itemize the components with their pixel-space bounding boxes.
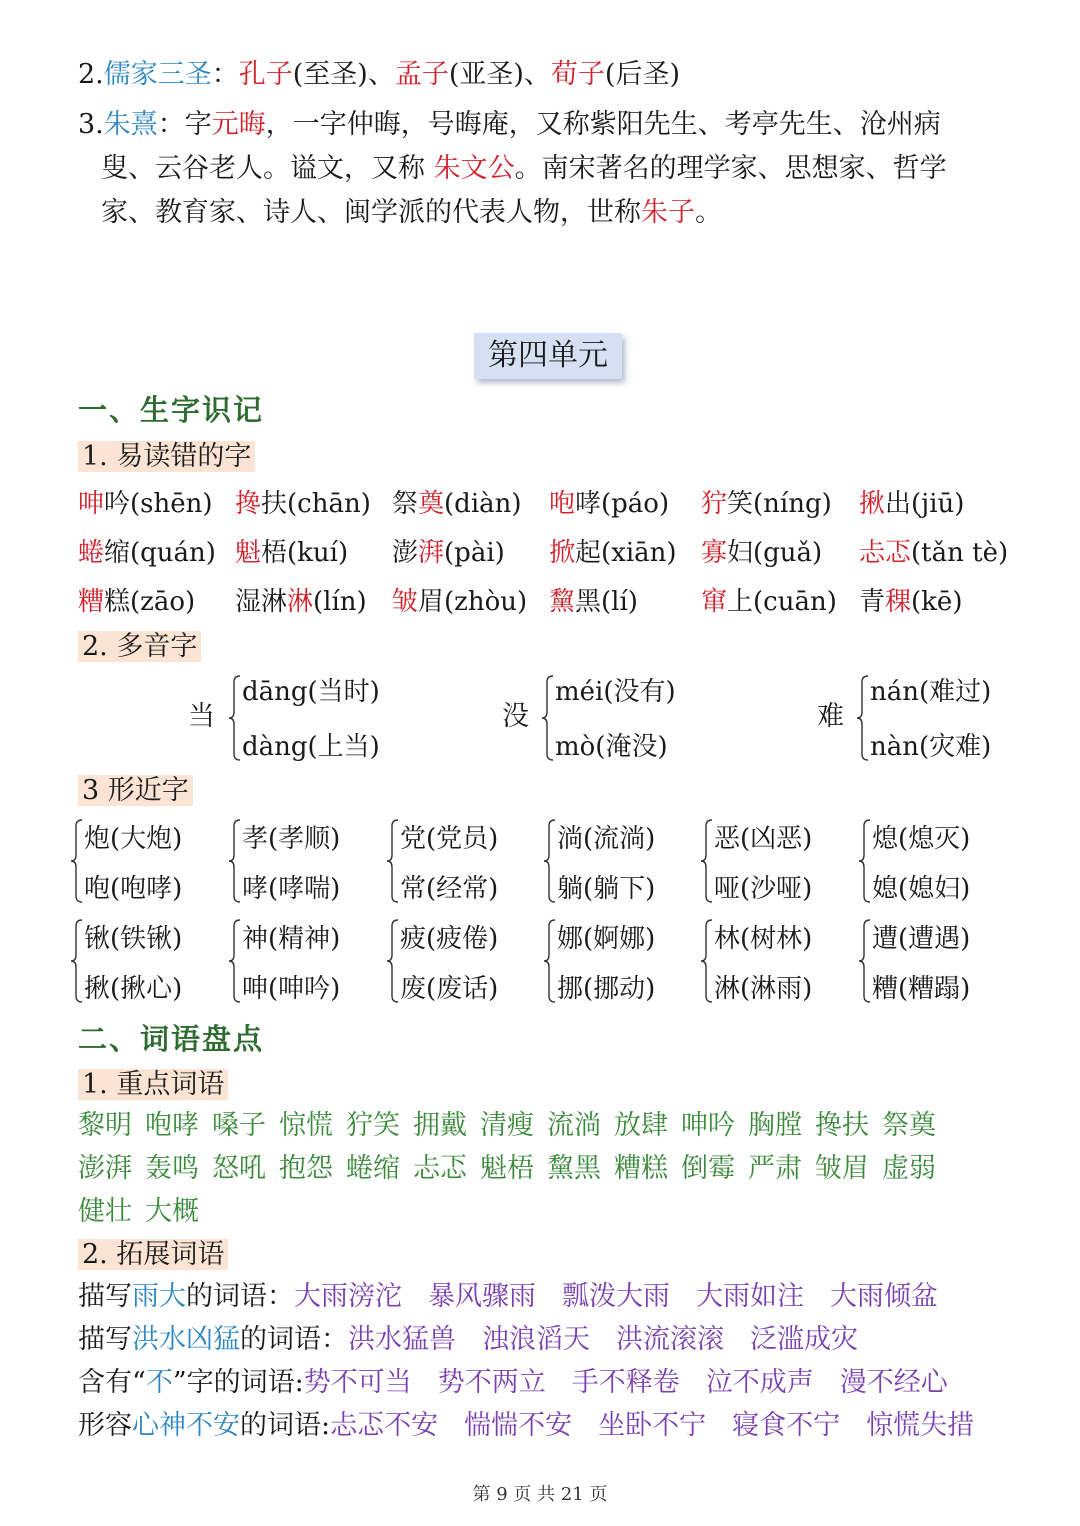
char-pinyin: 出(jiū) (885, 489, 965, 519)
misread-char-item (78, 578, 235, 627)
polyphonic-group (541, 674, 711, 766)
row-label: 描写 (78, 1324, 132, 1355)
similar-char: 遭(遭遇) (872, 924, 971, 954)
misread-char: 呻 (78, 489, 105, 519)
similar-char-group (700, 918, 850, 1010)
key-word: 嗓子 (212, 1110, 266, 1141)
row-label: 描写 (78, 1281, 132, 1312)
similar-char-group (700, 818, 850, 910)
text: 。南宋著名的理学家、思想家、哲学 (514, 153, 947, 184)
subsection-1-1 (78, 437, 255, 477)
item-3-line-3 (101, 191, 722, 235)
key-words (78, 1104, 949, 1233)
misread-char-item (549, 578, 701, 627)
char-pinyin: 妇(guǎ) (727, 538, 823, 568)
similar-char: 揪(揪心) (84, 974, 183, 1004)
char-pinyin: 起(xiān) (575, 538, 677, 568)
reading: méi(没有) (555, 677, 676, 707)
sage-title: (至圣)、 (292, 59, 395, 90)
similar-char: 林(树林) (714, 924, 813, 954)
similar-char: 神(精神) (242, 924, 341, 954)
subsection-1-2 (78, 627, 201, 667)
extended-word: 瓢泼大雨 (562, 1281, 670, 1312)
similar-char: 哮(哮喘) (242, 874, 341, 904)
similar-char-group (70, 818, 220, 910)
item-number: 2. (78, 59, 104, 90)
misread-char: 咆 (549, 489, 576, 519)
key-word: 流淌 (547, 1110, 601, 1141)
similar-char: 疲(疲倦) (400, 924, 499, 954)
misread-char-item (235, 578, 392, 627)
misread-char: 湃 (418, 538, 445, 568)
similar-char: 恶(凶恶) (714, 824, 813, 854)
item-title: 儒家三圣 (103, 59, 212, 90)
similar-char-group (386, 818, 536, 910)
item-title: 朱熹 (103, 109, 158, 140)
char-text: 湿淋 (235, 587, 288, 617)
similar-char: 咆(咆哮) (84, 874, 183, 904)
subsection-2-2 (78, 1235, 228, 1275)
key-word: 清瘦 (480, 1110, 534, 1141)
similar-char: 废(废话) (400, 974, 499, 1004)
brace-icon (228, 818, 242, 904)
misread-char: 魁 (235, 538, 262, 568)
key-word: 轰鸣 (145, 1153, 199, 1184)
key-word: 蜷缩 (346, 1153, 400, 1184)
similar-char: 呻(呻吟) (242, 974, 341, 1004)
misread-char: 黧 (549, 587, 576, 617)
char-pinyin: 缩(quán) (104, 538, 216, 568)
key-word: 胸膛 (748, 1110, 802, 1141)
similar-char: 孝(孝顺) (242, 824, 341, 854)
row-label: 的词语: (240, 1410, 331, 1441)
key-word: 抱怨 (279, 1153, 333, 1184)
row-label: 含有“ (78, 1367, 146, 1398)
extended-word-row (78, 1318, 1000, 1361)
key-word: 黎明 (78, 1110, 132, 1141)
word-row (78, 1190, 949, 1233)
misread-char-item (549, 480, 701, 529)
extended-word-row (78, 1275, 1000, 1318)
subsection-label: 1. 重点词语 (78, 1069, 228, 1100)
extended-word: 漫不经心 (839, 1367, 948, 1398)
reading: nán(难过) (870, 677, 992, 707)
misread-char-item (859, 529, 1019, 578)
row-label: ”字的词语: (172, 1367, 304, 1398)
misread-char: 蜷 (78, 538, 105, 568)
subsection-label: 2. 拓展词语 (78, 1239, 228, 1270)
misread-char: 搀 (235, 489, 262, 519)
extended-word: 洪水猛兽 (348, 1324, 456, 1355)
subsection-label: 3 形近字 (78, 775, 193, 806)
key-word: 拥戴 (413, 1110, 467, 1141)
misread-char-item (701, 480, 859, 529)
similar-char: 淋(淋雨) (714, 974, 813, 1004)
similar-char-group (543, 918, 693, 1010)
key-word: 澎湃 (78, 1153, 132, 1184)
extended-word: 忐忑不安 (330, 1410, 439, 1441)
unit-title: 第四单元 (474, 333, 622, 379)
misread-char-item (549, 529, 701, 578)
reading: dāng(当时) (242, 677, 380, 707)
colon: ： (211, 59, 239, 90)
misread-char: 狞 (701, 489, 728, 519)
char-pinyin: (kē) (911, 587, 963, 617)
char-pinyin: 梧(kuí) (261, 538, 349, 568)
misread-char: 淋 (287, 587, 314, 617)
key-word: 忐忑 (413, 1153, 467, 1184)
misread-char: 忐忑 (859, 538, 912, 568)
text: 家、教育家、诗人、闽学派的代表人物，世称 (101, 197, 641, 228)
char-pinyin: (pài) (444, 538, 505, 568)
extended-word: 大雨滂沱 (294, 1281, 402, 1312)
misread-char-item (859, 578, 1019, 627)
similar-char: 躺(躺下) (557, 874, 656, 904)
brace-icon (543, 818, 557, 904)
similar-char: 糟(糟蹋) (872, 974, 971, 1004)
section-title-2: 二、词语盘点 (78, 1022, 265, 1056)
extended-word: 大雨倾盆 (830, 1281, 938, 1312)
misread-char: 皱 (392, 587, 419, 617)
highlight-text: 朱子 (641, 197, 695, 228)
similar-char: 常(经常) (400, 874, 499, 904)
misread-char-item (78, 480, 235, 529)
misread-char: 奠 (418, 489, 445, 519)
misread-char: 窜 (701, 587, 728, 617)
polyphonic-chars (0, 668, 1080, 768)
similar-chars (0, 814, 1080, 1014)
misread-char-item (235, 480, 392, 529)
extended-word: 浊浪滔天 (482, 1324, 590, 1355)
key-word: 大概 (145, 1196, 199, 1227)
polyphonic-char: 难 (817, 701, 844, 732)
key-word: 呻吟 (681, 1110, 735, 1141)
misread-char-item (701, 529, 859, 578)
item-3-line-1 (78, 103, 941, 147)
polyphonic-char: 当 (188, 701, 215, 732)
similar-char-group (228, 918, 378, 1010)
misread-char-item (859, 480, 1019, 529)
key-word: 黧黑 (547, 1153, 601, 1184)
key-word: 祭奠 (882, 1110, 936, 1141)
misread-char-item (78, 529, 235, 578)
brace-icon (228, 918, 242, 1004)
similar-char: 哑(沙哑) (714, 874, 813, 904)
char-text: 澎 (392, 538, 419, 568)
key-word: 健壮 (78, 1196, 132, 1227)
similar-char-group (386, 918, 536, 1010)
misread-char: 糟 (78, 587, 105, 617)
reading: mò(淹没) (555, 732, 668, 762)
extended-word: 暴风骤雨 (428, 1281, 536, 1312)
sage-title: (后圣) (604, 59, 680, 90)
key-word: 糟糕 (614, 1153, 668, 1184)
word-row (78, 1147, 949, 1190)
misread-char-item (392, 578, 549, 627)
extended-word: 惴惴不安 (464, 1410, 573, 1441)
sage-name: 孔子 (238, 59, 293, 90)
row-label: 的词语： (186, 1281, 294, 1312)
brace-icon (70, 818, 84, 904)
subsection-label: 1. 易读错的字 (78, 441, 255, 472)
sage-name: 孟子 (394, 59, 449, 90)
key-word: 魁梧 (480, 1153, 534, 1184)
highlight-text: 元晦 (211, 109, 266, 140)
key-word: 咆哮 (145, 1110, 199, 1141)
char-pinyin: 吟(shēn) (104, 489, 213, 519)
extended-word: 泛滥成灾 (750, 1324, 858, 1355)
key-word: 怒吼 (212, 1153, 266, 1184)
brace-icon (386, 918, 400, 1004)
similar-char: 锹(铁锹) (84, 924, 183, 954)
extended-word: 洪流滚滚 (616, 1324, 724, 1355)
key-word: 皱眉 (815, 1153, 869, 1184)
similar-char: 炮(大炮) (84, 824, 183, 854)
extended-word: 势不两立 (437, 1367, 546, 1398)
key-word: 放肆 (614, 1110, 668, 1141)
polyphonic-group (228, 674, 398, 766)
sage-name: 荀子 (550, 59, 605, 90)
char-text: 祭 (392, 489, 419, 519)
misread-char: 揪 (859, 489, 886, 519)
extended-word: 寝食不宁 (732, 1410, 841, 1441)
similar-char-group (858, 818, 1008, 910)
row-keyword: 雨大 (132, 1281, 186, 1312)
section-title-1: 一、生字识记 (78, 393, 265, 427)
misread-char-item (235, 529, 392, 578)
key-word: 倒霉 (681, 1153, 735, 1184)
similar-char: 党(党员) (400, 824, 499, 854)
subsection-2-1 (78, 1065, 228, 1105)
similar-char: 娜(婀娜) (557, 924, 656, 954)
misread-char: 掀 (549, 538, 576, 568)
text: 。 (695, 197, 722, 228)
polyphonic-char: 没 (502, 701, 529, 732)
similar-char-group (70, 918, 220, 1010)
extended-word-row (78, 1404, 1000, 1447)
key-word: 搀扶 (815, 1110, 869, 1141)
char-pinyin: 哮(páo) (575, 489, 670, 519)
brace-icon (700, 918, 714, 1004)
extended-word-row (78, 1361, 1000, 1404)
brace-icon (856, 674, 870, 762)
word-row (78, 1104, 949, 1147)
subsection-1-3 (78, 771, 193, 811)
row-label: 的词语： (240, 1324, 348, 1355)
similar-char-group (543, 818, 693, 910)
row-label: 形容 (78, 1410, 132, 1441)
brace-icon (386, 818, 400, 904)
char-pinyin: 笑(níng) (727, 489, 832, 519)
row-keyword: 不 (145, 1367, 173, 1398)
char-pinyin: 糕(zāo) (104, 587, 196, 617)
misread-char-item (701, 578, 859, 627)
extended-word: 大雨如注 (696, 1281, 804, 1312)
char-pinyin: (diàn) (444, 489, 522, 519)
item-number: 3. (78, 109, 104, 140)
item-3-line-2 (101, 147, 947, 191)
extended-word: 势不可当 (303, 1367, 412, 1398)
similar-char: 淌(流淌) (557, 824, 656, 854)
extended-words (78, 1275, 1000, 1447)
item-2 (78, 53, 680, 97)
extended-word: 坐卧不宁 (598, 1410, 707, 1441)
brace-icon (858, 918, 872, 1004)
highlight-text: 朱文公 (433, 153, 515, 184)
similar-char: 熄(熄灭) (872, 824, 971, 854)
brace-icon (858, 818, 872, 904)
text: ：字 (157, 109, 212, 140)
brace-icon (228, 674, 242, 762)
brace-icon (700, 818, 714, 904)
key-word: 严肃 (748, 1153, 802, 1184)
char-pinyin: 眉(zhòu) (418, 587, 528, 617)
key-word: 狞笑 (346, 1110, 400, 1141)
similar-char: 媳(媳妇) (872, 874, 971, 904)
text: 叟、云谷老人。谥文，又称 (101, 153, 434, 184)
text: ，一字仲晦，号晦庵，又称紫阳先生、考亭先生、沧州病 (265, 109, 941, 140)
misread-char: 稞 (885, 587, 912, 617)
extended-word: 手不释卷 (571, 1367, 680, 1398)
key-word: 虚弱 (882, 1153, 936, 1184)
misread-char: 寡 (701, 538, 728, 568)
reading: dàng(上当) (242, 732, 380, 762)
reading: nàn(灾难) (870, 732, 992, 762)
similar-char: 挪(挪动) (557, 974, 656, 1004)
misread-chars-grid (78, 480, 1019, 627)
char-pinyin: 上(cuān) (727, 587, 837, 617)
char-pinyin: (lín) (313, 587, 367, 617)
similar-char-group (228, 818, 378, 910)
key-word: 惊慌 (279, 1110, 333, 1141)
misread-char-item (392, 529, 549, 578)
row-keyword: 洪水凶猛 (132, 1324, 240, 1355)
misread-char-item (392, 480, 549, 529)
row-keyword: 心神不安 (132, 1410, 240, 1441)
page-footer: 第 9 页 共 21 页 (472, 1484, 608, 1505)
char-pinyin: 黑(lí) (575, 587, 638, 617)
extended-word: 惊慌失措 (866, 1410, 975, 1441)
brace-icon (541, 674, 555, 762)
char-pinyin: (tǎn tè) (911, 538, 1009, 568)
sage-title: (亚圣)、 (448, 59, 551, 90)
brace-icon (70, 918, 84, 1004)
char-text: 青 (859, 587, 886, 617)
subsection-label: 2. 多音字 (78, 631, 201, 662)
polyphonic-group (856, 674, 1026, 766)
extended-word: 泣不成声 (705, 1367, 814, 1398)
similar-char-group (858, 918, 1008, 1010)
char-pinyin: 扶(chān) (261, 489, 371, 519)
brace-icon (543, 918, 557, 1004)
